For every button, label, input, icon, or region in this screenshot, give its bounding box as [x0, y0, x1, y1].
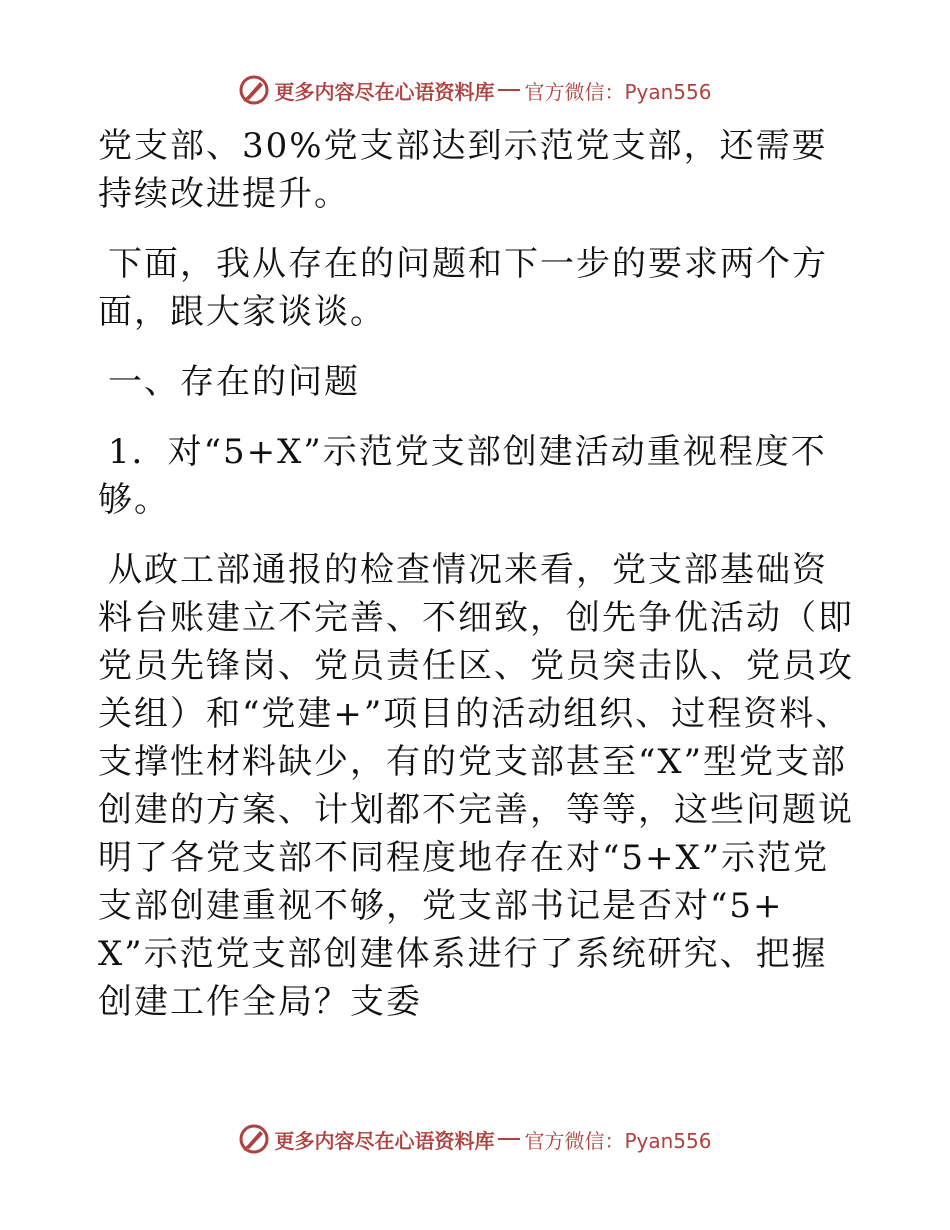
subsection-heading: 1．对“5+X”示范党支部创建活动重视程度不够。: [98, 432, 827, 520]
quill-logo-icon: [238, 1123, 270, 1155]
banner-site-text: 更多内容尽在心语资料库: [274, 79, 495, 104]
watermark-banner-bottom: [0, 1119, 950, 1159]
quill-logo-icon: [238, 74, 270, 106]
watermark-banner-top: [0, 70, 950, 110]
paragraph-body: 从政工部通报的检查情况来看，党支部基础资料台账建立不完善、不细致，创先争优活动（即党员先锋岗、党员责任区、党员突击队、党员攻关组）和“党建+”项目的活动组织、过程资料、支撑性材料缺少，有的党支部甚至“X”型党支部创建的方案、计划都不完善，等等，这些问题说明了各党支部不同程度地存在对“5+X”示范党支部创建重视不够，党支部书记是否对“5+X”示范党支部创建体系进行了系统研究、把握创建工作全局？支委: [98, 550, 854, 1022]
banner-contact-text: 官方微信：Pyan556: [524, 79, 712, 104]
section-heading: 一、存在的问题: [108, 362, 360, 402]
banner-contact-text: 官方微信：Pyan556: [524, 1128, 712, 1153]
banner-dash: [498, 89, 520, 91]
banner-dash: [498, 1138, 520, 1140]
document-body: [98, 122, 858, 1048]
banner-site-text: 更多内容尽在心语资料库: [274, 1128, 495, 1153]
paragraph-continuation: 党支部、30%党支部达到示范党支部，还需要持续改进提升。: [98, 126, 828, 214]
paragraph-intro: 下面，我从存在的问题和下一步的要求两个方面，跟大家谈谈。: [98, 244, 828, 332]
